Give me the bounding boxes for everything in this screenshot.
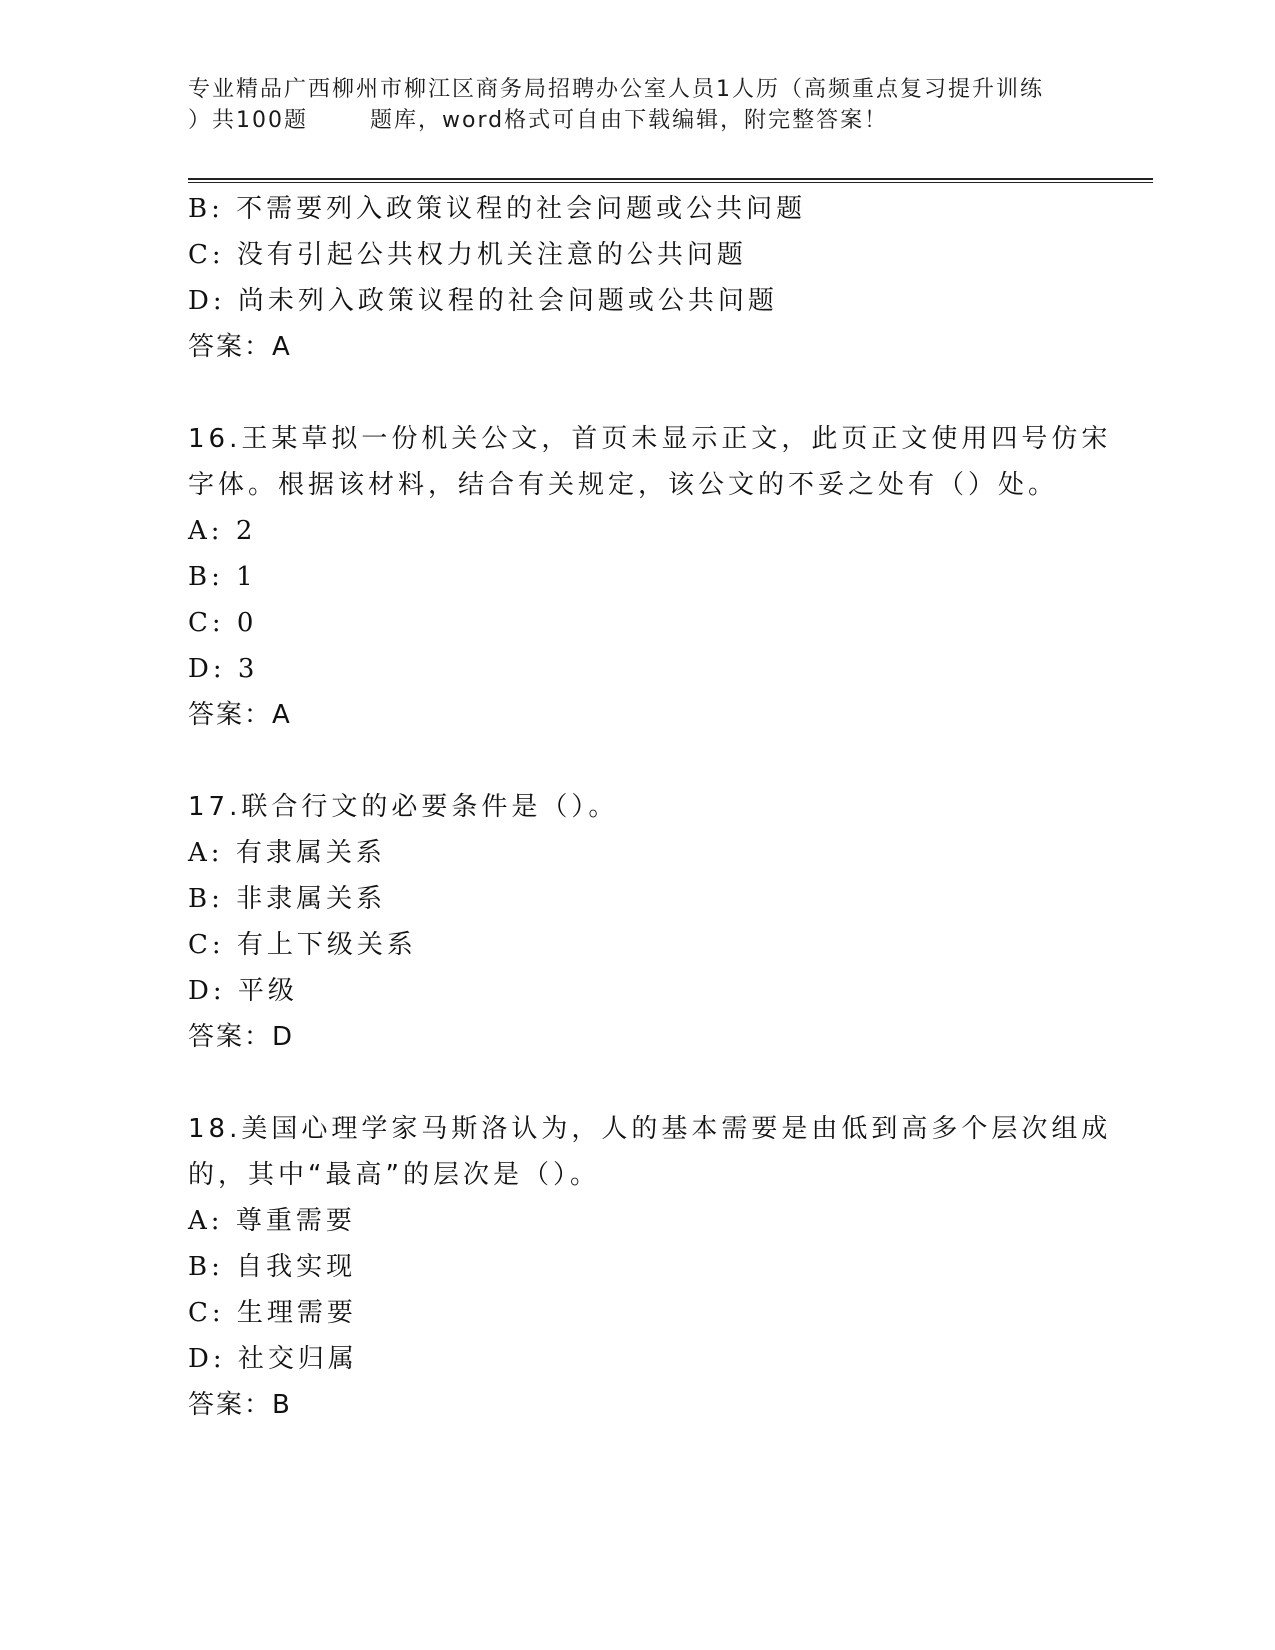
option-text: 有上下级关系 <box>236 930 417 960</box>
option-text: 0 <box>236 608 258 638</box>
option-text: 平级 <box>237 976 298 1006</box>
option-text: 尚未列入政策议程的社会问题或公共问题 <box>237 286 778 316</box>
option-row <box>188 278 1088 324</box>
option-text: 非隶属关系 <box>236 884 387 914</box>
answer-line: 答案：A <box>188 332 292 362</box>
question-17 <box>188 784 1088 1060</box>
option-text: 自我实现 <box>236 1252 357 1282</box>
option-row <box>188 600 1088 646</box>
option-letter: B: <box>188 562 224 592</box>
option-letter: D: <box>188 286 226 316</box>
option-letter: D: <box>188 654 226 684</box>
option-letter: A: <box>188 516 224 546</box>
header-line-2a: ）共100题 <box>188 108 308 133</box>
option-letter: C: <box>188 608 225 638</box>
document-body <box>188 186 1112 1428</box>
option-row <box>188 646 1088 692</box>
option-letter: B: <box>188 884 224 914</box>
question-15-tail <box>188 186 1088 370</box>
header-divider-thick <box>188 178 1153 180</box>
option-text: 社交归属 <box>237 1344 358 1374</box>
option-letter: D: <box>188 1344 226 1374</box>
answer-line: 答案：D <box>188 1022 295 1052</box>
question-stem-line: 16.王某草拟一份机关公文，首页未显示正文，此页正文使用四号仿宋 <box>188 424 1112 454</box>
header-line-2 <box>188 105 1108 136</box>
answer-line: 答案：B <box>188 1390 292 1420</box>
option-row <box>188 554 1088 600</box>
option-letter: A: <box>188 838 224 868</box>
question-stem-line: 18.美国心理学家马斯洛认为，人的基本需要是由低到高多个层次组成 <box>188 1114 1112 1144</box>
option-text: 2 <box>235 516 257 546</box>
option-row <box>188 1290 1088 1336</box>
question-16 <box>188 416 1112 738</box>
header-line-1: 专业精品广西柳州市柳江区商务局招聘办公室人员1人历（高频重点复习提升训练 <box>188 77 1044 102</box>
option-text: 有隶属关系 <box>235 838 386 868</box>
option-row <box>188 968 1088 1014</box>
option-letter: A: <box>188 1206 224 1236</box>
question-18 <box>188 1106 1112 1428</box>
option-row <box>188 232 1088 278</box>
option-letter: B: <box>188 194 224 224</box>
option-text: 不需要列入政策议程的社会问题或公共问题 <box>236 194 807 224</box>
option-row <box>188 922 1088 968</box>
option-row <box>188 1244 1088 1290</box>
document-header <box>188 74 1108 136</box>
question-stem-line: 字体。根据该材料，结合有关规定，该公文的不妥之处有（）处。 <box>188 470 1059 500</box>
option-row <box>188 830 1088 876</box>
option-row <box>188 186 1088 232</box>
header-divider-thin <box>188 182 1153 183</box>
option-text: 生理需要 <box>236 1298 357 1328</box>
question-stem-line: 17.联合行文的必要条件是（）。 <box>188 792 619 822</box>
header-line-2b: 题库，word格式可自由下载编辑，附完整答案！ <box>370 108 889 133</box>
option-text: 尊重需要 <box>235 1206 356 1236</box>
option-letter: C: <box>188 930 225 960</box>
option-letter: C: <box>188 1298 225 1328</box>
option-text: 3 <box>237 654 259 684</box>
answer-line: 答案：A <box>188 700 292 730</box>
option-row <box>188 508 1088 554</box>
option-text: 1 <box>236 562 257 592</box>
option-row <box>188 1336 1088 1382</box>
option-row <box>188 1198 1088 1244</box>
question-stem-line: 的，其中“最高”的层次是（）。 <box>188 1160 600 1190</box>
header-divider <box>188 178 1153 183</box>
option-letter: D: <box>188 976 226 1006</box>
option-letter: C: <box>188 240 225 270</box>
option-row <box>188 876 1088 922</box>
option-letter: B: <box>188 1252 224 1282</box>
option-text: 没有引起公共权力机关注意的公共问题 <box>236 240 747 270</box>
